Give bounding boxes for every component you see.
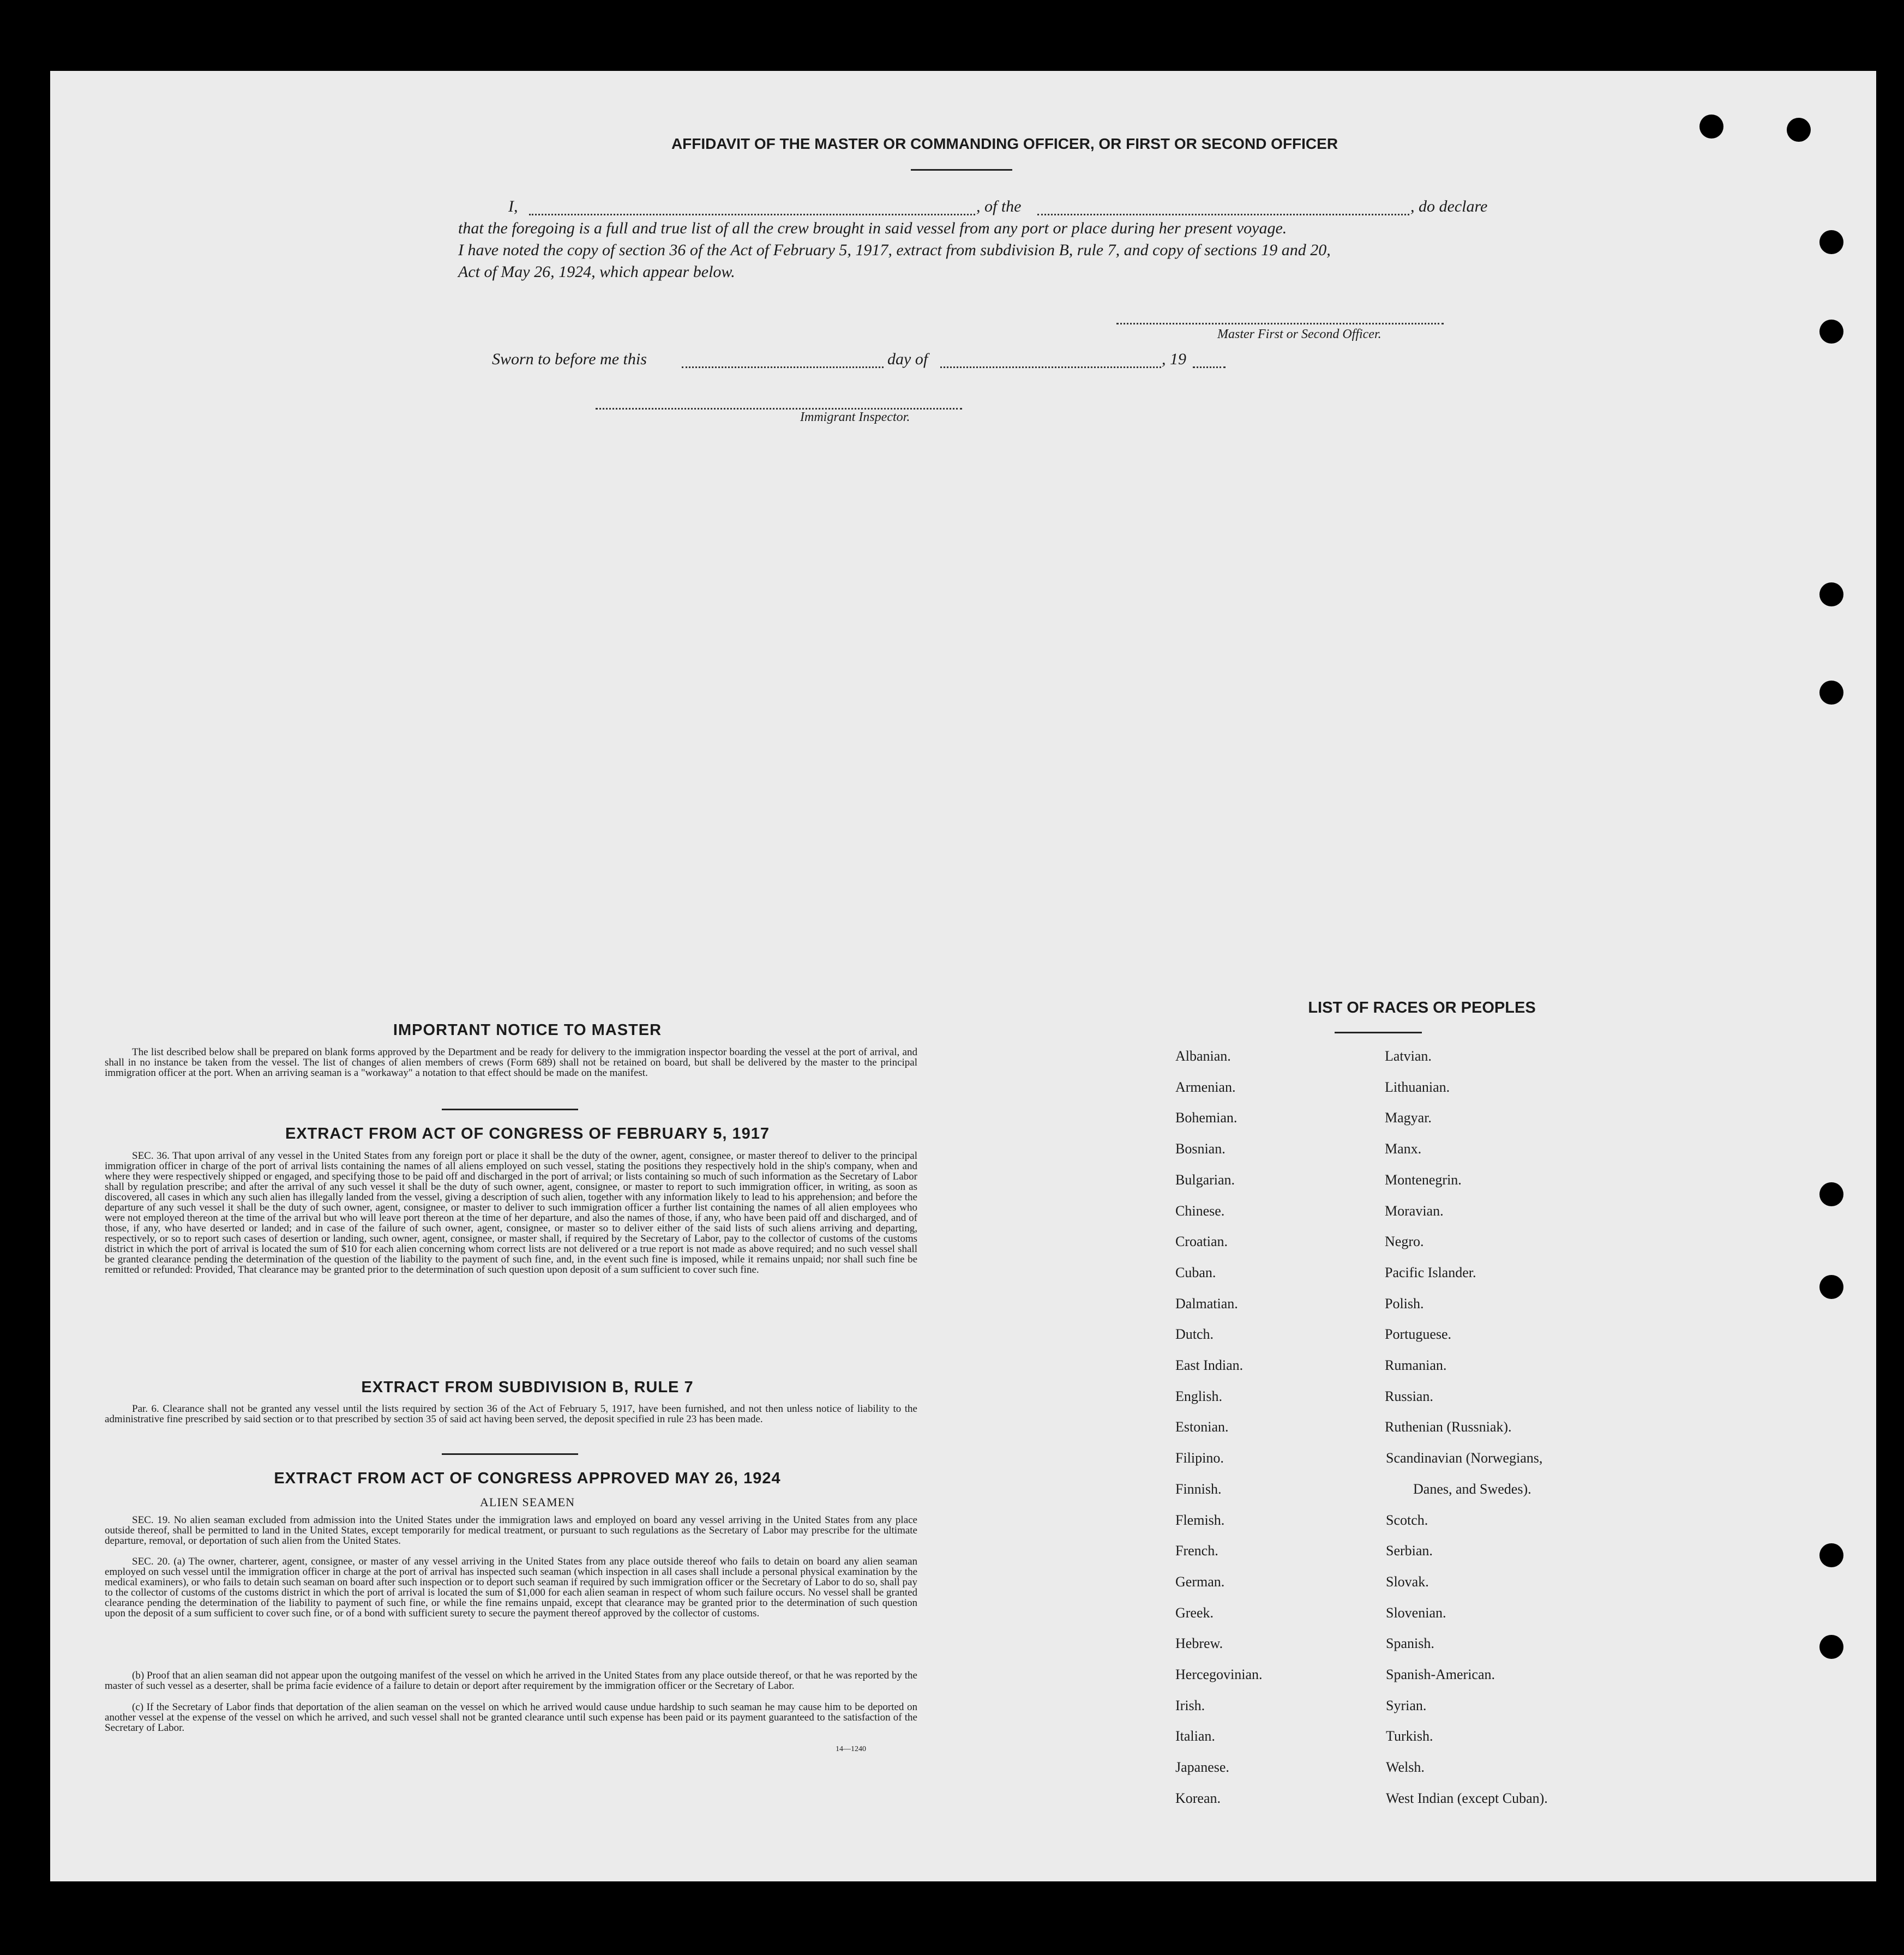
race-item: Greek. bbox=[1175, 1604, 1214, 1621]
affidavit-title: AFFIDAVIT OF THE MASTER OR COMMANDING OFFICER, OR FIRST OR SECOND OFFICER bbox=[671, 135, 1338, 152]
race-item: Ruthenian (Russniak). bbox=[1385, 1419, 1512, 1435]
race-item: Serbian. bbox=[1386, 1543, 1433, 1559]
notice-rule bbox=[442, 1109, 578, 1110]
race-item: Korean. bbox=[1175, 1790, 1221, 1806]
race-item: Turkish. bbox=[1386, 1728, 1433, 1745]
sworn-day-blank bbox=[682, 366, 884, 368]
race-item: Flemish. bbox=[1175, 1512, 1225, 1528]
affidavit-line3: I have noted the copy of section 36 of the Act of February 5, 1917, extract from subdivision B, rule 7, and copy of sections 19 and 20, bbox=[458, 241, 1331, 259]
races-rule bbox=[1335, 1032, 1422, 1033]
race-item: Irish. bbox=[1175, 1697, 1205, 1713]
race-item: Manx. bbox=[1385, 1141, 1422, 1157]
race-item: English. bbox=[1175, 1388, 1222, 1404]
master-label: Master First or Second Officer. bbox=[1217, 327, 1382, 341]
sec20b-body: (b) Proof that an alien seaman did not appear upon the outgoing manifest of the vessel on which he arrived in the United States from any place outside thereof, or that he was reported by the master of such vessel as a deserter, shall be prima facie evidence of a failure to detain or deport after requirement by the immigration officer or the Secretary of Labor. bbox=[105, 1670, 917, 1692]
race-item: Croatian. bbox=[1175, 1234, 1228, 1250]
sworn-month-blank bbox=[940, 366, 1161, 368]
document-page bbox=[50, 71, 1876, 1881]
notice-body: The list described below shall be prepared on blank forms approved by the Department and be ready for delivery to the immigration inspector boarding the vessel at the port of arrival, and shall in no instance be taken from the vessel. The list of changes of alien members of crews (Form 689) shall not be retained on board, but shall be delivered by the master to the principal immigration officer at the port. When an arriving seaman is a "workaway" a notation to that effect should be made on the manifest. bbox=[105, 1046, 917, 1079]
punch-hole bbox=[1819, 230, 1843, 254]
punch-hole bbox=[1819, 1635, 1843, 1659]
punch-hole bbox=[1819, 320, 1843, 344]
race-item: Pacific Islander. bbox=[1385, 1264, 1476, 1280]
race-item: Armenian. bbox=[1175, 1079, 1236, 1095]
punch-hole bbox=[1787, 118, 1811, 142]
punch-hole bbox=[1819, 681, 1843, 705]
sec20a-body: SEC. 20. (a) The owner, charterer, agent, consignee, or master of any vessel arriving in the United States from any place outside thereof who fails to detain on board any alien seaman employed on such vessel until the immigration officer in charge at the port of arrival has inspected such seaman (which inspection in all cases shall include a personal physical examination by the medical examiners), or who fails to detain such seaman on board after such inspection or to deport such seaman if required by such immigration officer or the Secretary of Labor to do so, shall pay to the collector of customs of the customs district in which the port of arrival is located the sum of $1,000 for each alien seaman in respect of whom such failure occurs. No vessel shall be granted clearance pending the determination of the liability to payment of such fine, or while the fine remains unpaid, except that clearance may be granted prior to the determination of such question upon the deposit of a sum sufficient to cover such fine, or of a bond with sufficient surety to secure the payment thereof approved by the collector of customs. bbox=[105, 1556, 917, 1619]
rule7-rule bbox=[442, 1453, 578, 1455]
race-item: Montenegrin. bbox=[1385, 1171, 1462, 1188]
race-item: Bohemian. bbox=[1175, 1110, 1238, 1126]
extract-1917-body: SEC. 36. That upon arrival of any vessel in the United States from any foreign port or place it shall be the duty of the owner, agent, consignee, or master thereof to deliver to the principal immigration officer in charge of the port of arrival lists containing the names of all aliens employed on such vessel, stating the positions they respectively hold in the ship's company, when and where they were respectively shipped or engaged, and specifying those to be paid off and discharged in the port of arrival; or lists containing so much of such information as the Secretary of Labor shall by regulation prescribe; and after the arrival of any such vessel it shall be the duty of such owner, agent, consignee, or master to report to such immigration officer, in writing, as soon as discovered, all cases in which any such alien has illegally landed from the vessel, giving a description of such alien, together with any information likely to lead to his apprehension; and before the departure of any such vessel it shall be the duty of such owner, agent, consignee, or master to deliver to such immigration officer a further list containing the names of all alien employees who were not employed thereon at the time of the arrival but who will leave port thereon at the time of her departure, and also the names of those, if any, who have been paid off and discharged, and of those, if any, who have deserted or landed; and in case of the failure of such owner, agent, consignee, or master so to deliver either of the said lists of such aliens arriving and departing, respectively, or so to report such cases of desertion or landing, such owner, agent, consignee, or master shall, if required by the Secretary of Labor, pay to the collector of customs of the customs district in which the port of arrival is located the sum of $10 for each alien concerning whom correct lists are not delivered or a true report is not made as above required; and no such vessel shall be granted clearance pending the determination of the question of the liability to the payment of such fine, and, in the event such fine is imposed, while it remains unpaid; nor shall such fine be remitted or refunded: Provided, That clearance may be granted prior to the determination of such question upon deposit of a sum sufficient to cover such fine. bbox=[105, 1150, 917, 1276]
notice-title: IMPORTANT NOTICE TO MASTER bbox=[393, 1021, 662, 1039]
sworn-day-of: day of bbox=[887, 350, 928, 368]
race-item: Magyar. bbox=[1385, 1110, 1432, 1126]
race-item: Slovak. bbox=[1386, 1573, 1429, 1590]
race-item: French. bbox=[1175, 1543, 1218, 1559]
race-item: West Indian (except Cuban). bbox=[1386, 1790, 1548, 1806]
affidavit-line4: Act of May 26, 1924, which appear below. bbox=[458, 263, 735, 281]
punch-hole bbox=[1819, 1275, 1843, 1299]
race-item: Syrian. bbox=[1386, 1697, 1427, 1713]
race-item: Portuguese. bbox=[1385, 1326, 1452, 1343]
race-item: Italian. bbox=[1175, 1728, 1215, 1745]
extract-1924-subtitle: ALIEN SEAMEN bbox=[480, 1495, 575, 1509]
race-item: Estonian. bbox=[1175, 1419, 1229, 1435]
race-item: German. bbox=[1175, 1573, 1225, 1590]
extract-1924-title: EXTRACT FROM ACT OF CONGRESS APPROVED MAY 26, 1924 bbox=[274, 1470, 781, 1487]
title-rule bbox=[911, 169, 1012, 171]
race-item: Danes, and Swedes). bbox=[1413, 1481, 1531, 1497]
extract-1917-title: EXTRACT FROM ACT OF CONGRESS OF FEBRUARY 5, 1917 bbox=[285, 1125, 770, 1142]
affidavit-do-declare: , do declare bbox=[1410, 197, 1488, 215]
affidavit-i: I, bbox=[508, 197, 518, 215]
sworn-line bbox=[492, 350, 1310, 372]
master-signature-line bbox=[1116, 323, 1444, 324]
race-item: Polish. bbox=[1385, 1295, 1424, 1312]
race-item: Lithuanian. bbox=[1385, 1079, 1450, 1095]
races-title: LIST OF RACES OR PEOPLES bbox=[1308, 999, 1536, 1016]
punch-hole bbox=[1699, 115, 1723, 139]
race-item: Scotch. bbox=[1386, 1512, 1428, 1528]
punch-hole bbox=[1819, 1182, 1843, 1206]
race-item: Hebrew. bbox=[1175, 1635, 1223, 1652]
inspector-label: Immigrant Inspector. bbox=[800, 410, 910, 424]
race-item: Scandinavian (Norwegians, bbox=[1386, 1450, 1543, 1466]
race-item: Rumanian. bbox=[1385, 1357, 1447, 1373]
extract-rule7-body: Par. 6. Clearance shall not be granted any vessel until the lists required by section 36 of the Act of February 5, 1917, have been furnished, and not then unless notice of liability to the administrative fine prescribed by said section or to that prescribed by section 35 of said act having been served, the deposit specified in rule 23 has been made. bbox=[105, 1403, 917, 1425]
punch-hole bbox=[1819, 582, 1843, 606]
extract-rule7-title: EXTRACT FROM SUBDIVISION B, RULE 7 bbox=[361, 1379, 694, 1396]
inspector-signature-line bbox=[596, 408, 962, 410]
race-item: Latvian. bbox=[1385, 1048, 1432, 1064]
race-item: Bulgarian. bbox=[1175, 1171, 1235, 1188]
race-item: Negro. bbox=[1385, 1234, 1424, 1250]
race-item: Hercegovinian. bbox=[1175, 1667, 1263, 1682]
affidavit-line1 bbox=[458, 197, 1522, 219]
race-item: Moravian. bbox=[1385, 1202, 1444, 1219]
affidavit-line2: that the foregoing is a full and true list of all the crew brought in said vessel from any port or place during her present voyage. bbox=[458, 219, 1287, 237]
race-item: Spanish. bbox=[1386, 1635, 1434, 1652]
race-item: Albanian. bbox=[1175, 1048, 1231, 1064]
race-item: Filipino. bbox=[1175, 1450, 1224, 1466]
vessel-blank bbox=[1037, 214, 1409, 215]
race-item: Dutch. bbox=[1175, 1326, 1214, 1343]
race-item: Cuban. bbox=[1175, 1264, 1216, 1280]
race-item: Bosnian. bbox=[1175, 1141, 1226, 1157]
punch-hole bbox=[1819, 1543, 1843, 1567]
affidavit-of-the: , of the bbox=[976, 197, 1022, 215]
race-item: Japanese. bbox=[1175, 1759, 1229, 1776]
sworn-year: , 19 bbox=[1162, 350, 1186, 368]
race-item: Slovenian. bbox=[1386, 1604, 1446, 1621]
race-item: East Indian. bbox=[1175, 1357, 1244, 1373]
race-item: Spanish-American. bbox=[1386, 1667, 1495, 1682]
race-item: Russian. bbox=[1385, 1388, 1433, 1404]
sworn-text: Sworn to before me this bbox=[492, 350, 647, 368]
race-item: Chinese. bbox=[1175, 1202, 1225, 1219]
form-number: 14—1240 bbox=[836, 1745, 866, 1753]
sec19-body: SEC. 19. No alien seaman excluded from admission into the United States under the immigration laws and employed on board any vessel arriving in the United States from any place outside thereof, shall be permitted to land in the United States, except temporarily for medical treatment, or pursuant to such regulations as the Secretary of Labor may prescribe for the ultimate departure, removal, or deportation of such alien from the United States. bbox=[105, 1514, 917, 1547]
race-item: Welsh. bbox=[1386, 1759, 1425, 1776]
name-blank bbox=[529, 214, 975, 215]
sec20c-body: (c) If the Secretary of Labor finds that deportation of the alien seaman on the vessel on which he arrived would cause undue hardship to such seaman he may cause him to be deported on another vessel at the expense of the vessel on which he arrived, and such vessel shall not be granted clearance until such expense has been paid or its payment guaranteed to the satisfaction of the Secretary of Labor. bbox=[105, 1701, 917, 1734]
race-item: Dalmatian. bbox=[1175, 1295, 1238, 1312]
race-item: Finnish. bbox=[1175, 1481, 1222, 1497]
sworn-year-blank bbox=[1193, 366, 1226, 368]
